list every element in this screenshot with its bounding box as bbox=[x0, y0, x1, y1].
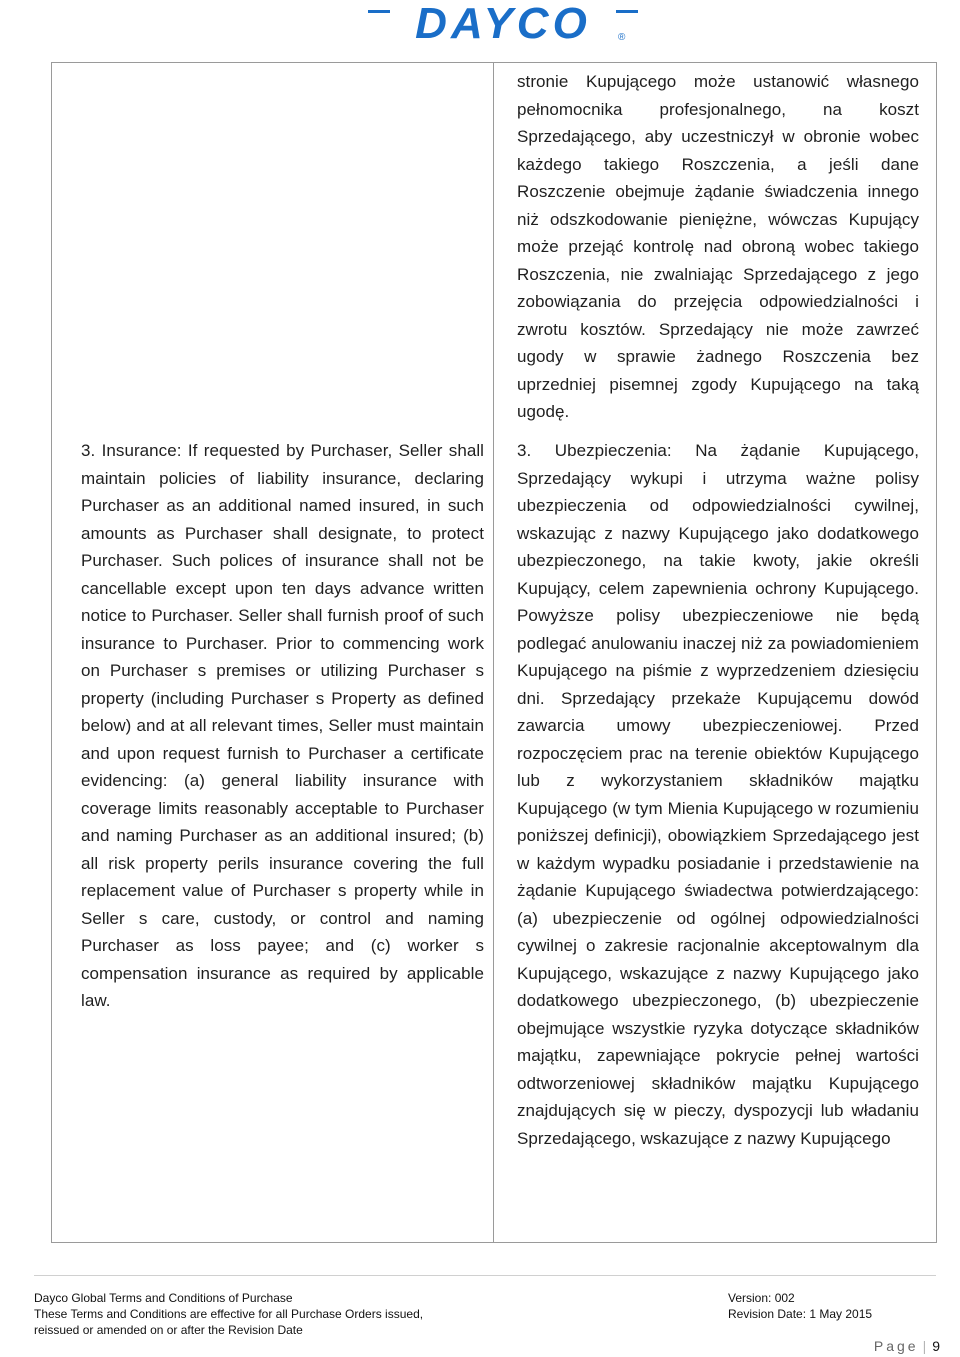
english-insurance-clause: 3. Insurance: If requested by Purchaser, Seller shall maintain policies of liability insurance, declaring Purchaser as an additional named insured, in such amounts as Purchaser shall designate, to protect Purchaser. Such polices of insurance shall not be cancellable except upon ten days advance written notice to Purchaser. Seller shall furnish proof of such insurance to Purchaser. Prior to commencing work on Purchaser s premises or utilizing Purchaser s property (including Purchaser s Property as defined below) and at all relevant times, Seller must maintain and upon request furnish to Purchaser a certificate evidencing: (a) general liability insurance with coverage limits reasonably acceptable to Purchaser and naming Purchaser as an additional insured; (b) all risk property perils insurance covering the full replacement value of Purchaser s property while in Seller s care, custody, or control and naming Purchaser as loss payee; and (c) worker s compensation insurance as required by applicable law. bbox=[81, 441, 484, 1010]
footer-document-info bbox=[34, 1290, 423, 1338]
dayco-logo-icon bbox=[368, 2, 638, 42]
polish-section-3 bbox=[517, 437, 919, 1152]
page-number: 9 bbox=[932, 1338, 940, 1354]
footer-title: Dayco Global Terms and Conditions of Purchase bbox=[34, 1291, 293, 1305]
logo-registered-mark: ® bbox=[618, 32, 626, 42]
bilingual-table bbox=[51, 62, 937, 1243]
footer-version-info bbox=[728, 1290, 872, 1322]
english-section-3 bbox=[81, 437, 484, 1015]
page-number-block bbox=[874, 1338, 940, 1354]
polish-continuation bbox=[517, 68, 919, 426]
page-separator: | bbox=[922, 1338, 927, 1354]
footer-divider bbox=[34, 1275, 936, 1276]
footer-version: Version: 002 bbox=[728, 1291, 795, 1305]
page-label: Page bbox=[873, 1338, 919, 1354]
polish-continuation-text: stronie Kupującego może ustanowić własnego pełnomocnika profesjonalnego, na koszt Sprzedającego, aby uczestniczył w obronie wobec każdego takiego Roszczenia, a jeśli dane Roszczenie obejmuje żądanie świadczenia innego niż odszkodowanie pieniężne, wówczas Kupujący może przejąć kontrolę nad obroną wobec takiego Roszczenia, nie zwalniając Sprzedającego z jego zobowiązania do przejęcia odpowiedzialności i zwrotu kosztów. Sprzedający nie może zawrzeć ugody w sprawie żadnego Roszczenia bez uprzedniej pisemnej zgody Kupującego na taką ugodę. bbox=[517, 72, 919, 421]
footer-revision-date: Revision Date: 1 May 2015 bbox=[728, 1307, 873, 1321]
logo-wordmark: DAYCO bbox=[415, 2, 591, 42]
polish-insurance-clause: 3. Ubezpieczenia: Na żądanie Kupującego, Sprzedający wykupi i utrzyma ważne polisy ubezpieczenia od odpowiedzialności cywilnej, wskazując z nazwy Kupującego jako dodatkowego ubezpieczonego, na takie kwoty, jakie określi Kupujący, celem zapewnienia ochrony Kupującego. Powyższe polisy ubezpieczeniowe nie będą podlegać anulowaniu inaczej niż za powiadomieniem Kupującego na piśmie z wyprzedzeniem dziesięciu dni. Sprzedający przekaże Kupującemu dowód zawarcia umowy ubezpieczeniowej. Przed rozpoczęciem prac na terenie obiektów Kupującego lub z wykorzystaniem składników majątku Kupującego (w tym Mienia Kupującego w rozumieniu poniższej definicji), obowiązkiem Sprzedającego jest w każdym wypadku posiadanie i przedstawienie na żądanie Kupującego świadectwa potwierdzającego: (a) ubezpieczenie od ogólnej odpowiedzialności cywilnej o zakresie racjonalnie akceptowalnym dla Kupującego, wskazujące z nazwy Kupującego jako dodatkowego ubezpieczonego, (b) ubezpieczenie obejmujące wszystkie ryzyka dotyczące składników majątku, zapewniające pokrycie pełnej wartości odtworzeniowej składników majątku Kupującego znajdujących się w pieczy, dyspozycji lub władaniu Sprzedającego, wskazujące z nazwy Kupującego bbox=[517, 441, 919, 1148]
column-divider bbox=[493, 63, 494, 1242]
footer-revision-note: reissued or amended on or after the Revision Date bbox=[34, 1323, 303, 1337]
dayco-logo bbox=[368, 2, 638, 42]
footer-effective-note: These Terms and Conditions are effective for all Purchase Orders issued, bbox=[34, 1307, 424, 1321]
page-footer bbox=[0, 1284, 960, 1357]
